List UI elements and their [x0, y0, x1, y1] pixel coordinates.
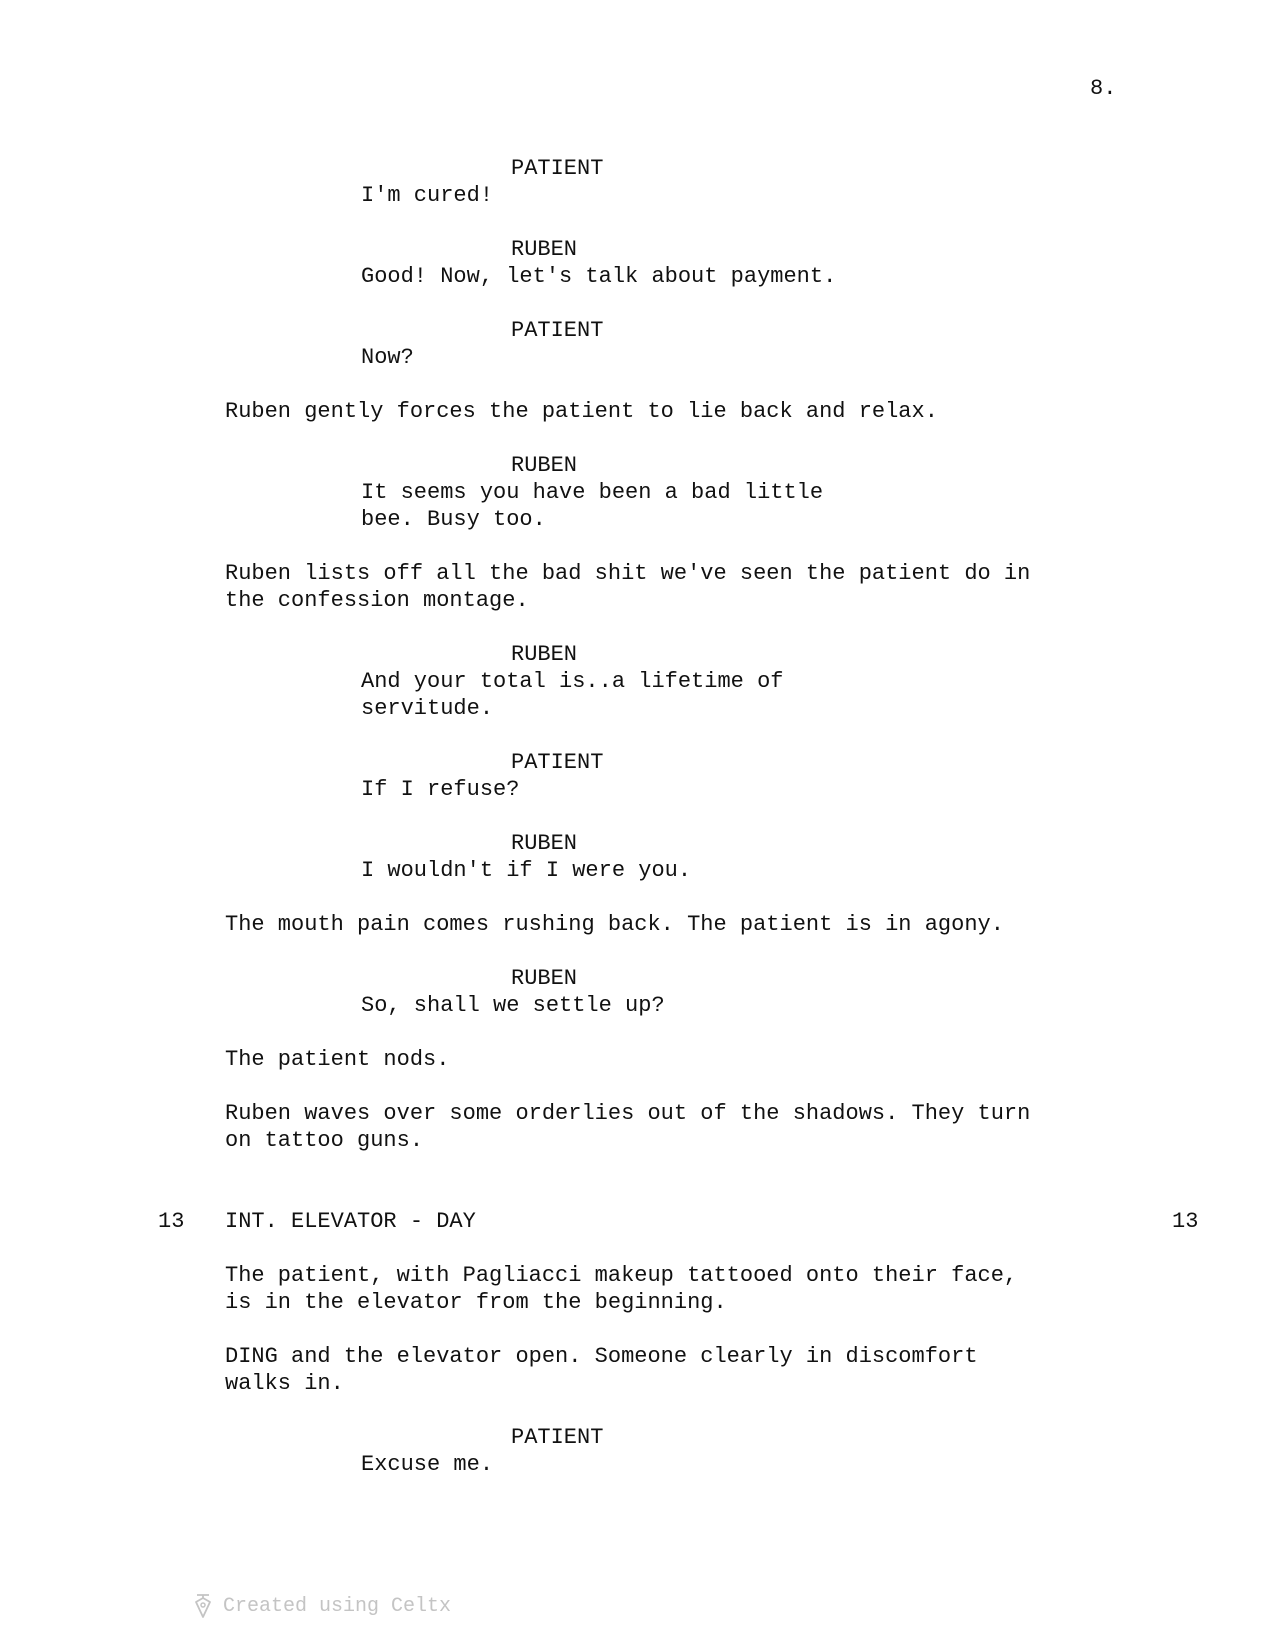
character-name: RUBEN — [511, 831, 578, 856]
character-name: RUBEN — [511, 642, 578, 667]
action-line: The patient, with Pagliacci makeup tattooed onto their face, — [225, 1263, 1018, 1288]
character-name: RUBEN — [511, 237, 578, 262]
scene-number-right: 13 — [1172, 1209, 1199, 1234]
celtx-pen-icon — [193, 1593, 213, 1619]
celtx-watermark — [193, 1593, 451, 1619]
dialogue-line: Good! Now, let's talk about payment. — [361, 264, 837, 289]
scene-number-left: 13 — [158, 1209, 185, 1234]
dialogue-line: servitude. — [361, 696, 494, 721]
character-name: PATIENT — [511, 156, 604, 181]
action-line: Ruben waves over some orderlies out of the shadows. They turn — [225, 1101, 1031, 1126]
action-line: Ruben gently forces the patient to lie back and relax. — [225, 399, 938, 424]
dialogue-line: Excuse me. — [361, 1452, 494, 1477]
dialogue-line: Now? — [361, 345, 414, 370]
dialogue-line: It seems you have been a bad little — [361, 480, 824, 505]
dialogue-line: I'm cured! — [361, 183, 494, 208]
dialogue-line: bee. Busy too. — [361, 507, 546, 532]
dialogue-line: And your total is..a lifetime of — [361, 669, 784, 694]
page-number: 8. — [1090, 76, 1117, 101]
character-name: RUBEN — [511, 453, 578, 478]
action-line: The patient nods. — [225, 1047, 450, 1072]
action-line: walks in. — [225, 1371, 344, 1396]
dialogue-line: If I refuse? — [361, 777, 520, 802]
action-line: The mouth pain comes rushing back. The patient is in agony. — [225, 912, 1004, 937]
character-name: RUBEN — [511, 966, 578, 991]
action-line: DING and the elevator open. Someone clearly in discomfort — [225, 1344, 978, 1369]
scene-heading: INT. ELEVATOR - DAY — [225, 1209, 476, 1234]
dialogue-line: I wouldn't if I were you. — [361, 858, 692, 883]
action-line: is in the elevator from the beginning. — [225, 1290, 727, 1315]
action-line: Ruben lists off all the bad shit we've seen the patient do in — [225, 561, 1031, 586]
action-line: the confession montage. — [225, 588, 529, 613]
character-name: PATIENT — [511, 1425, 604, 1450]
character-name: PATIENT — [511, 750, 604, 775]
character-name: PATIENT — [511, 318, 604, 343]
watermark-text: Created using Celtx — [223, 1594, 452, 1618]
dialogue-line: So, shall we settle up? — [361, 993, 665, 1018]
action-line: on tattoo guns. — [225, 1128, 424, 1153]
